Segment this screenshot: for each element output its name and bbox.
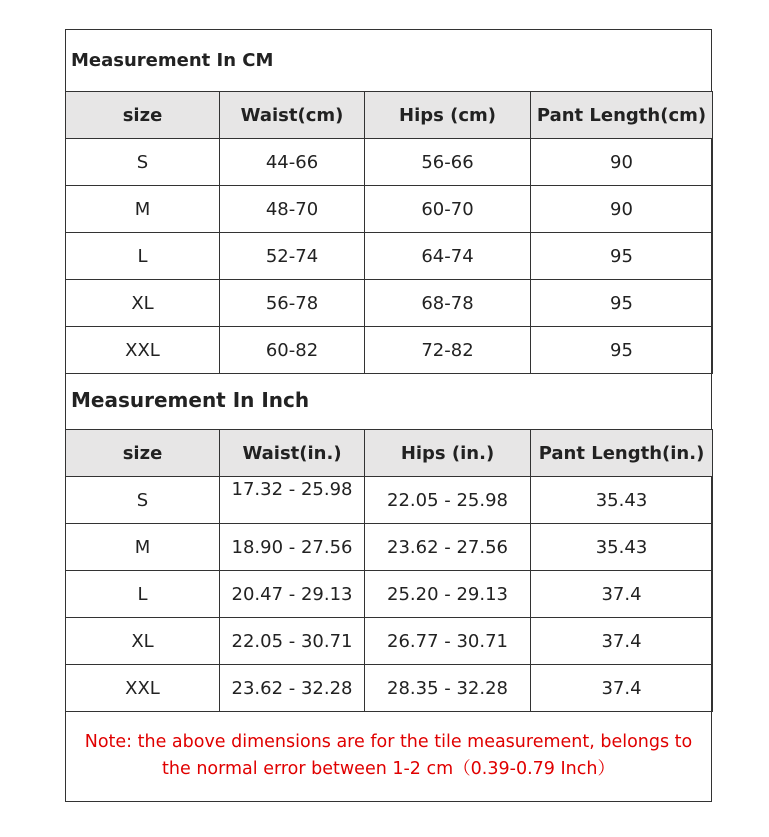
table-row <box>66 327 713 374</box>
column-header: size <box>66 430 220 477</box>
table-cell: M <box>66 524 220 571</box>
table-cell: 48-70 <box>220 186 365 233</box>
table-row <box>66 477 713 524</box>
table-cell: 44-66 <box>220 139 365 186</box>
table-row <box>66 524 713 571</box>
column-header: size <box>66 92 220 139</box>
table-row <box>66 186 713 233</box>
table-cell: 90 <box>531 186 713 233</box>
table-cell: 72-82 <box>365 327 531 374</box>
table-cell: L <box>66 571 220 618</box>
table-cell: 17.32 - 25.98 <box>220 477 365 524</box>
measurement-note <box>66 711 711 803</box>
note-line-1: Note: the above dimensions are for the tile measurement, belongs to <box>84 732 693 752</box>
table-cell: 23.62 - 32.28 <box>220 665 365 712</box>
table-cell: 95 <box>531 327 713 374</box>
table-row <box>66 233 713 280</box>
table-cell: L <box>66 233 220 280</box>
column-header: Hips (cm) <box>365 92 531 139</box>
column-header: Waist(cm) <box>220 92 365 139</box>
column-header: Pant Length(in.) <box>531 430 713 477</box>
table-cell: XXL <box>66 327 220 374</box>
table-cell: 26.77 - 30.71 <box>365 618 531 665</box>
table-cell: 18.90 - 27.56 <box>220 524 365 571</box>
table-cell: 35.43 <box>531 524 713 571</box>
table-cell: 56-78 <box>220 280 365 327</box>
cm-section-title: Measurement In CM <box>71 50 274 71</box>
table-cell: XL <box>66 618 220 665</box>
table-header-row <box>66 92 713 139</box>
table-header-row <box>66 430 713 477</box>
inch-section-title: Measurement In Inch <box>71 388 310 412</box>
table-cell: 95 <box>531 280 713 327</box>
table-row <box>66 139 713 186</box>
inch-size-table <box>65 429 713 712</box>
column-header: Waist(in.) <box>220 430 365 477</box>
table-cell: 22.05 - 30.71 <box>220 618 365 665</box>
table-cell: M <box>66 186 220 233</box>
table-cell: 37.4 <box>531 618 713 665</box>
table-cell: 20.47 - 29.13 <box>220 571 365 618</box>
table-cell: 22.05 - 25.98 <box>365 477 531 524</box>
table-cell: XL <box>66 280 220 327</box>
table-row <box>66 280 713 327</box>
table-cell: 28.35 - 32.28 <box>365 665 531 712</box>
cm-size-table <box>65 91 713 374</box>
size-chart <box>65 29 712 802</box>
table-cell: XXL <box>66 665 220 712</box>
table-cell: S <box>66 477 220 524</box>
note-line-2: the normal error between 1-2 cm（0.39-0.79 Inch） <box>162 759 615 779</box>
table-cell: 23.62 - 27.56 <box>365 524 531 571</box>
table-cell: 60-70 <box>365 186 531 233</box>
table-cell: 37.4 <box>531 665 713 712</box>
table-cell: 60-82 <box>220 327 365 374</box>
column-header: Pant Length(cm) <box>531 92 713 139</box>
table-row <box>66 665 713 712</box>
table-cell: 90 <box>531 139 713 186</box>
table-cell: 37.4 <box>531 571 713 618</box>
table-cell: 56-66 <box>365 139 531 186</box>
table-cell: S <box>66 139 220 186</box>
table-cell: 95 <box>531 233 713 280</box>
table-cell: 68-78 <box>365 280 531 327</box>
table-cell: 35.43 <box>531 477 713 524</box>
table-cell: 52-74 <box>220 233 365 280</box>
table-row <box>66 571 713 618</box>
table-cell: 25.20 - 29.13 <box>365 571 531 618</box>
table-row <box>66 618 713 665</box>
column-header: Hips (in.) <box>365 430 531 477</box>
table-cell: 64-74 <box>365 233 531 280</box>
